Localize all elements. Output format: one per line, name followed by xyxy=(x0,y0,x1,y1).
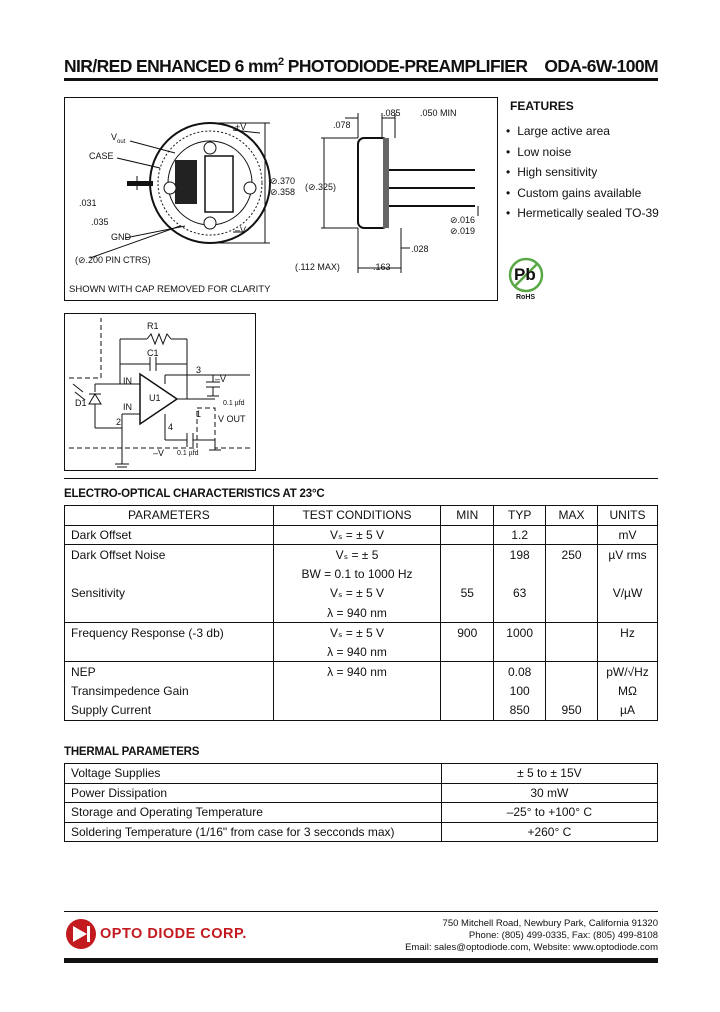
label-031: .031 xyxy=(79,198,97,208)
company-address: 750 Mitchell Road, Newbury Park, California 91320 xyxy=(442,918,658,929)
table-cell: 950 xyxy=(546,701,598,721)
table-cell xyxy=(441,681,494,701)
table-row xyxy=(65,545,658,565)
label-d370: ⊘.370 xyxy=(270,176,296,186)
table-cell: Transimpedence Gain xyxy=(65,681,274,701)
table-cell xyxy=(546,564,598,584)
table-cell xyxy=(441,662,494,682)
table-cell xyxy=(546,681,598,701)
table-cell: 1.2 xyxy=(494,525,546,545)
feature-item: • High sensitivity xyxy=(506,165,659,186)
table-cell xyxy=(441,525,494,545)
rohs-badge xyxy=(508,257,544,305)
table-row xyxy=(65,564,658,584)
table-cell xyxy=(546,525,598,545)
eo-section-title: ELECTRO-OPTICAL CHARACTERISTICS AT 23°C xyxy=(64,488,325,500)
thermal-section-title: THERMAL PARAMETERS xyxy=(64,746,200,758)
table-cell xyxy=(441,545,494,565)
eo-header: TEST CONDITIONS xyxy=(273,506,441,526)
rohs-label: RoHS xyxy=(516,294,536,301)
label-pin1: 1 xyxy=(196,409,202,419)
table-cell: λ = 940 nm xyxy=(273,642,441,662)
table-cell: 250 xyxy=(546,545,598,565)
eo-header: TYP xyxy=(494,506,546,526)
table-cell: µA xyxy=(598,701,658,721)
schematic-box xyxy=(64,313,256,471)
table-cell: BW = 0.1 to 1000 Hz xyxy=(273,564,441,584)
label-plus-v: +V xyxy=(235,122,247,132)
table-cell xyxy=(494,603,546,623)
label-in-minus: IN xyxy=(123,376,132,386)
label-d019: ⊘.019 xyxy=(450,226,476,236)
eo-header: MIN xyxy=(441,506,494,526)
label-d112max: (.112 MAX) xyxy=(295,262,340,272)
table-cell: mV xyxy=(598,525,658,545)
label-d163: .163 xyxy=(373,262,391,272)
label-pin2: 2 xyxy=(116,417,122,427)
label-r1: R1 xyxy=(147,321,159,331)
label-d358: ⊘.358 xyxy=(270,187,296,197)
table-cell: 1000 xyxy=(494,623,546,643)
label-case: CASE xyxy=(89,151,114,161)
part-number: ODA-6W-100M xyxy=(544,56,658,76)
table-cell xyxy=(598,642,658,662)
table-cell: 850 xyxy=(494,701,546,721)
package-drawing xyxy=(65,98,497,300)
table-cell xyxy=(546,642,598,662)
page-title: NIR/RED ENHANCED 6 $mm^2$ PHOTODIODE-PREAMPLIFIER xyxy=(64,56,528,76)
label-neg-v: –V xyxy=(215,374,227,384)
eo-table xyxy=(64,505,658,721)
schematic-diagram xyxy=(65,314,255,470)
table-row xyxy=(65,822,658,842)
table-cell xyxy=(441,564,494,584)
label-d325: (⊘.325) xyxy=(305,182,337,192)
table-cell: 900 xyxy=(441,623,494,643)
label-pin-ctrs: (⊘.200 PIN CTRS) xyxy=(75,255,151,265)
table-cell: +260° C xyxy=(441,822,657,842)
table-cell: Dark Offset Noise xyxy=(65,545,274,565)
label-d078: .078 xyxy=(333,120,351,130)
table-cell xyxy=(546,662,598,682)
company-name: OPTO DIODE CORP. xyxy=(100,926,247,942)
company-logo xyxy=(64,917,98,951)
drawing-caption: SHOWN WITH CAP REMOVED FOR CLARITY xyxy=(69,284,271,295)
table-cell xyxy=(65,642,274,662)
label-c1: C1 xyxy=(147,348,159,358)
table-cell xyxy=(598,603,658,623)
table-cell: Power Dissipation xyxy=(65,783,442,803)
table-cell xyxy=(546,623,598,643)
rohs-pb: Pb xyxy=(514,265,536,284)
label-d1: D1 xyxy=(75,398,87,408)
table-row xyxy=(65,701,658,721)
table-cell: Hz xyxy=(598,623,658,643)
features-list xyxy=(506,124,659,227)
table-cell: µV rms xyxy=(598,545,658,565)
table-cell: Sensitivity xyxy=(65,584,274,604)
table-cell: Vₛ = ± 5 V xyxy=(273,584,441,604)
table-row xyxy=(65,603,658,623)
table-cell: Dark Offset xyxy=(65,525,274,545)
table-row xyxy=(65,525,658,545)
label-vout: $V_{out}$ xyxy=(111,132,126,145)
table-cell: 63 xyxy=(494,584,546,604)
eo-header: MAX xyxy=(546,506,598,526)
table-cell: 55 xyxy=(441,584,494,604)
label-d085: .085 xyxy=(383,108,401,118)
table-cell: Voltage Supplies xyxy=(65,764,442,784)
table-cell: Vₛ = ± 5 V xyxy=(273,623,441,643)
eo-header: PARAMETERS xyxy=(65,506,274,526)
table-cell: –25° to +100° C xyxy=(441,803,657,823)
table-cell xyxy=(598,564,658,584)
table-cell: Vₛ = ± 5 V xyxy=(273,525,441,545)
label-u1: U1 xyxy=(149,393,161,403)
table-row xyxy=(65,764,658,784)
table-cell xyxy=(494,564,546,584)
table-cell: 198 xyxy=(494,545,546,565)
table-cell: Supply Current xyxy=(65,701,274,721)
feature-item: • Large active area xyxy=(506,124,659,145)
table-row xyxy=(65,803,658,823)
table-cell xyxy=(441,642,494,662)
eo-header: UNITS xyxy=(598,506,658,526)
table-row xyxy=(65,584,658,604)
table-cell: ± 5 to ± 15V xyxy=(441,764,657,784)
table-cell xyxy=(441,603,494,623)
table-cell: Storage and Operating Temperature xyxy=(65,803,442,823)
header-rule xyxy=(64,78,658,81)
table-cell: 100 xyxy=(494,681,546,701)
label-d050min: .050 MIN xyxy=(420,108,457,118)
label-cap1: 0.1 µfd xyxy=(223,400,245,407)
table-cell: 0.08 xyxy=(494,662,546,682)
features-title: FEATURES xyxy=(510,99,574,113)
table-row xyxy=(65,681,658,701)
eo-header-row xyxy=(65,506,658,526)
label-in-plus: IN xyxy=(123,402,132,412)
label-035: .035 xyxy=(91,217,109,227)
label-gnd: GND xyxy=(111,232,131,242)
table-row xyxy=(65,642,658,662)
table-row xyxy=(65,623,658,643)
feature-item: • Hermetically sealed TO-39 xyxy=(506,206,659,227)
company-web: Email: sales@optodiode.com, Website: www.optodiode.com xyxy=(405,942,658,953)
table-cell xyxy=(441,701,494,721)
table-cell: NEP xyxy=(65,662,274,682)
footer-rule-top xyxy=(64,911,658,912)
table-cell xyxy=(65,603,274,623)
table-cell: 30 mW xyxy=(441,783,657,803)
footer-rule-bottom xyxy=(64,958,658,963)
label-d028: .028 xyxy=(411,244,429,254)
label-minus-v: –V xyxy=(153,448,165,458)
package-drawing-box xyxy=(64,97,498,301)
label-pin3: 3 xyxy=(196,365,202,375)
company-phone: Phone: (805) 499-0335, Fax: (805) 499-8108 xyxy=(468,930,658,941)
feature-item: • Custom gains available xyxy=(506,186,659,207)
table-cell xyxy=(273,681,441,701)
table-row xyxy=(65,662,658,682)
table-cell: V/µW xyxy=(598,584,658,604)
table-cell xyxy=(546,584,598,604)
table-cell xyxy=(494,642,546,662)
thermal-table xyxy=(64,763,658,842)
table-row xyxy=(65,783,658,803)
table-cell: pW/√Hz xyxy=(598,662,658,682)
diode-logo-icon xyxy=(64,917,98,951)
table-cell xyxy=(546,603,598,623)
table-cell: Frequency Response (-3 db) xyxy=(65,623,274,643)
table-cell: Soldering Temperature (1/16" from case for 3 secconds max) xyxy=(65,822,442,842)
table-cell: MΩ xyxy=(598,681,658,701)
label-pin4: 4 xyxy=(168,422,174,432)
table-cell: Vₛ = ± 5 xyxy=(273,545,441,565)
label-minus-v: –V xyxy=(235,225,247,235)
section-rule xyxy=(64,478,658,479)
table-cell: λ = 940 nm xyxy=(273,603,441,623)
table-cell xyxy=(273,701,441,721)
table-cell: λ = 940 nm xyxy=(273,662,441,682)
table-cell xyxy=(65,564,274,584)
label-cap2: 0.1 µfd xyxy=(177,450,199,457)
feature-item: • Low noise xyxy=(506,145,659,166)
label-vout: V OUT xyxy=(218,414,246,424)
label-d016: ⊘.016 xyxy=(450,215,476,225)
